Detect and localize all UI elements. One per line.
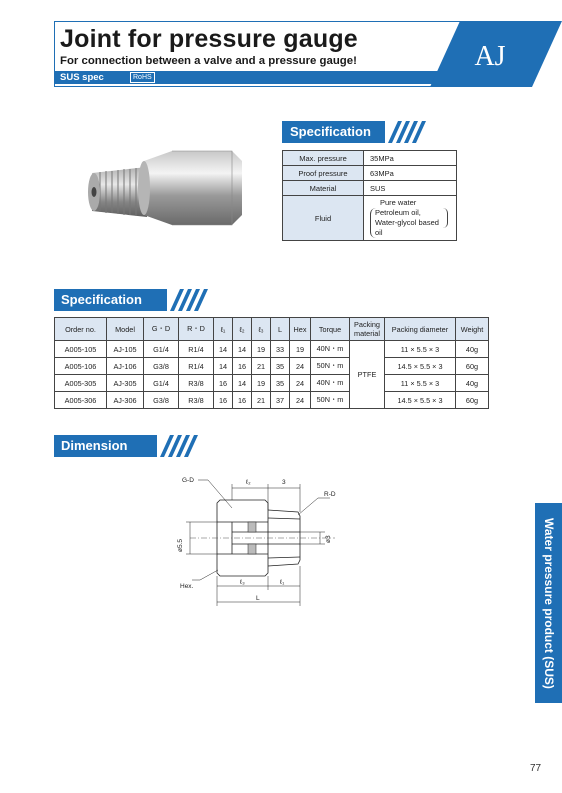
cell: 14.5 × 5.5 × 3 <box>385 358 456 375</box>
page-title: Joint for pressure gauge <box>60 25 358 53</box>
col-hex: Hex <box>290 318 311 341</box>
cell: R1/4 <box>179 358 214 375</box>
label-phi: ø5.5 <box>177 538 184 552</box>
label-rd: R-D <box>324 491 336 498</box>
table-header-row <box>55 318 489 341</box>
cell: 60g <box>456 392 489 409</box>
cell: 11 × 5.5 × 3 <box>385 375 456 392</box>
table-row <box>55 392 489 409</box>
spec-tag: SUS spec <box>60 72 104 83</box>
product-photo <box>82 145 252 230</box>
table-row <box>283 166 457 181</box>
label-l1: ℓ₁ <box>280 579 285 586</box>
cell: G3/8 <box>144 392 179 409</box>
table-row <box>283 151 457 166</box>
order-table <box>54 317 489 409</box>
fluid-value <box>364 196 457 241</box>
cell: A005-106 <box>55 358 107 375</box>
table-row <box>55 358 489 375</box>
label-3: 3 <box>282 479 286 486</box>
cell: 37 <box>271 392 290 409</box>
cell: 21 <box>252 358 271 375</box>
cell: 14.5 × 5.5 × 3 <box>385 392 456 409</box>
cell: 40g <box>456 375 489 392</box>
col-rd: R・D <box>179 318 214 341</box>
cell: 11 × 5.5 × 3 <box>385 341 456 358</box>
side-tab-label: Water pressure product (SUS) <box>542 517 556 689</box>
table-row <box>283 181 457 196</box>
table-row <box>55 341 489 358</box>
col-l3: ℓ₃ <box>252 318 271 341</box>
spec-tag-bar <box>54 71 464 84</box>
cell: A005-105 <box>55 341 107 358</box>
specification-heading: Specification <box>290 124 371 139</box>
table-row <box>55 375 489 392</box>
cell: G1/4 <box>144 341 179 358</box>
cell: R1/4 <box>179 341 214 358</box>
spec-label: Proof pressure <box>283 166 364 181</box>
model-code: AJ <box>474 41 506 72</box>
cell: 35 <box>271 375 290 392</box>
model-code-badge <box>430 21 562 87</box>
cell: G1/4 <box>144 375 179 392</box>
cell: 16 <box>233 358 252 375</box>
col-l1: ℓ₁ <box>214 318 233 341</box>
bracket-right <box>443 208 448 228</box>
fluid-line: Pure water <box>380 198 417 207</box>
label-l3: ℓ₃ <box>240 579 245 586</box>
spec-label: Material <box>283 181 364 196</box>
cell: 14 <box>214 358 233 375</box>
cell: 60g <box>456 358 489 375</box>
cell: R3/8 <box>179 392 214 409</box>
fluid-line: Petroleum oil, <box>375 208 421 217</box>
cell: AJ-106 <box>107 358 144 375</box>
col-order-no: Order no. <box>55 318 107 341</box>
cell: AJ-306 <box>107 392 144 409</box>
cell: AJ-105 <box>107 341 144 358</box>
cell: 14 <box>233 375 252 392</box>
cell: 19 <box>252 341 271 358</box>
cell: 14 <box>233 341 252 358</box>
label-hex: Hex. <box>180 583 194 590</box>
page-subtitle: For connection between a valve and a pressure gauge! <box>60 55 357 67</box>
fluid-group <box>370 208 444 238</box>
cell: 19 <box>252 375 271 392</box>
cell: 24 <box>290 392 311 409</box>
label-L: L <box>256 595 260 602</box>
col-packing-diameter: Packing diameter <box>385 318 456 341</box>
label-l2: ℓ₂ <box>246 479 251 486</box>
col-model: Model <box>107 318 144 341</box>
page-number: 77 <box>530 763 542 774</box>
fluid-line: Water-glycol based oil <box>375 218 439 237</box>
specification2-heading: Specification <box>61 292 142 307</box>
dimension-heading: Dimension <box>61 438 128 453</box>
spec-value: 63MPa <box>364 166 457 181</box>
cell: 14 <box>214 341 233 358</box>
cell: 35 <box>271 358 290 375</box>
table-row <box>283 196 457 241</box>
spec-table <box>282 150 457 241</box>
cell: AJ-305 <box>107 375 144 392</box>
cell: R3/8 <box>179 375 214 392</box>
packing-material-cell: PTFE <box>350 341 385 409</box>
spec-value: SUS <box>364 181 457 196</box>
cell: A005-305 <box>55 375 107 392</box>
col-l2: ℓ₂ <box>233 318 252 341</box>
fluid-label: Fluid <box>283 196 364 241</box>
col-weight: Weight <box>456 318 489 341</box>
spec-label: Max. pressure <box>283 151 364 166</box>
cell: 19 <box>290 341 311 358</box>
cell: 40g <box>456 341 489 358</box>
cell: 24 <box>290 358 311 375</box>
cell: 16 <box>233 392 252 409</box>
cell: A005-306 <box>55 392 107 409</box>
cell: 24 <box>290 375 311 392</box>
cell: 40N・m <box>311 375 350 392</box>
cell: 40N・m <box>311 341 350 358</box>
cell: 33 <box>271 341 290 358</box>
label-phi3: ø3 <box>325 535 332 543</box>
cell: 50N・m <box>311 358 350 375</box>
spec-value: 35MPa <box>364 151 457 166</box>
cell: G3/8 <box>144 358 179 375</box>
col-L: L <box>271 318 290 341</box>
col-torque: Torque <box>311 318 350 341</box>
label-gd: G-D <box>182 477 194 484</box>
rohs-badge: RoHS <box>130 72 155 83</box>
col-packing-material: Packing material <box>350 318 385 341</box>
col-gd: G・D <box>144 318 179 341</box>
cell: 16 <box>214 392 233 409</box>
cell: 21 <box>252 392 271 409</box>
cell: 16 <box>214 375 233 392</box>
cell: 50N・m <box>311 392 350 409</box>
dimension-drawing <box>170 470 350 615</box>
